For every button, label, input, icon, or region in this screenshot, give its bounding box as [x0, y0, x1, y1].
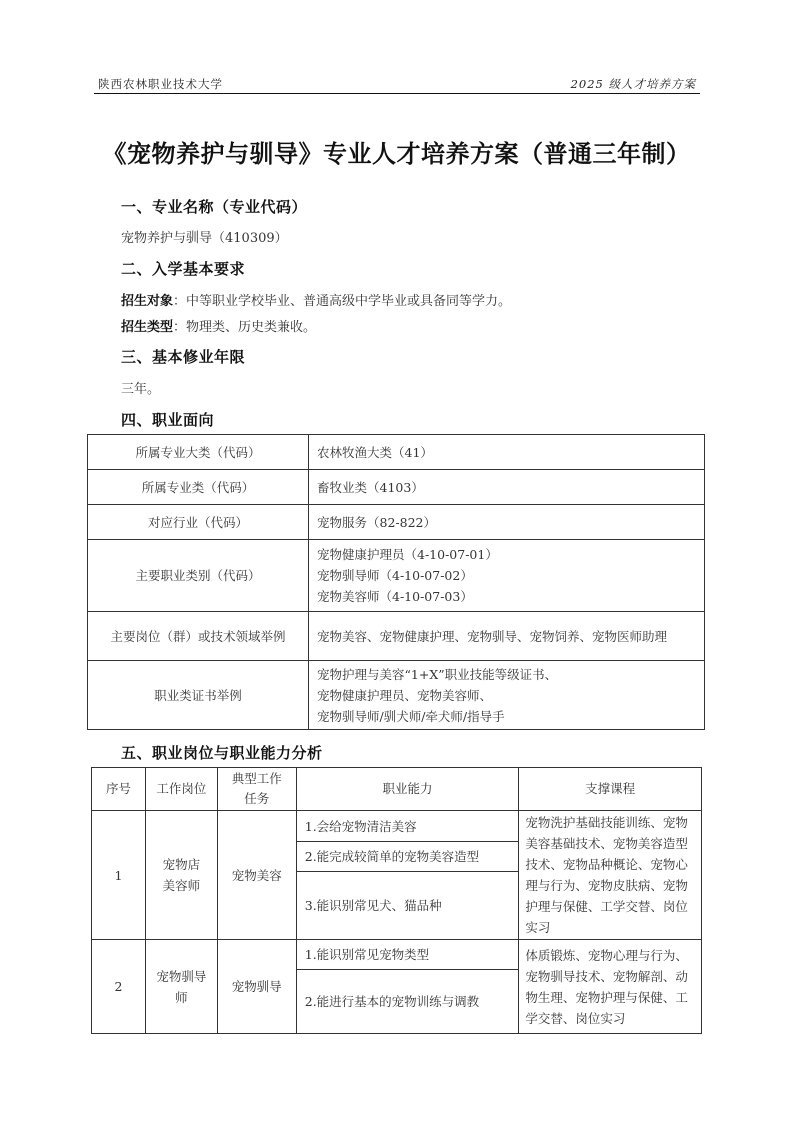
row-value: 畜牧业类（4103） — [309, 470, 705, 505]
row-value: 农林牧渔大类（41） — [309, 435, 705, 470]
table-row — [88, 505, 705, 540]
admission-target-label: 招生对象 — [121, 294, 174, 309]
row-no: 2 — [92, 940, 146, 1034]
row-value: 宠物服务（82-822） — [309, 505, 705, 540]
row-key: 所属专业类（代码） — [88, 470, 309, 505]
row-task: 宠物美容 — [217, 811, 296, 940]
row-courses: 宠物洗护基础技能训练、宠物美容基础技术、宠物美容造型技术、宠物品种概论、宠物心理与行为、宠物皮肤病、宠物护理与保健、工学交替、岗位实习 — [519, 811, 702, 940]
section-heading-admission: 二、入学基本要求 — [121, 260, 246, 278]
row-ability: 2.能完成较简单的宠物美容造型 — [296, 842, 519, 872]
page-title: 《宠物养护与驯导》专业人才培养方案（普通三年制） — [102, 140, 691, 168]
row-post: 宠物驯导师 — [145, 940, 217, 1034]
major-name-text: 宠物养护与驯导（410309） — [121, 231, 288, 246]
row-ability: 2.能进行基本的宠物训练与调教 — [296, 970, 519, 1034]
admission-type-label: 招生类型 — [121, 320, 174, 335]
table-row — [92, 940, 702, 970]
section-heading-duration: 三、基本修业年限 — [121, 348, 246, 366]
section-heading-career-orientation: 四、职业面向 — [121, 411, 215, 429]
header-no: 序号 — [92, 768, 146, 811]
career-orientation-table — [87, 434, 705, 730]
row-value: 宠物美容、宠物健康护理、宠物驯导、宠物饲养、宠物医师助理 — [309, 612, 705, 661]
row-key: 主要职业类别（代码） — [88, 540, 309, 612]
row-value: 宠物护理与美容“1+X”职业技能等级证书、 宠物健康护理员、宠物美容师、 宠物驯导师/驯犬师/牵犬师/指导手 — [309, 661, 705, 730]
row-value: 宠物健康护理员（4-10-07-01） 宠物驯导师（4-10-07-02） 宠物美容师（4-10-07-03） — [309, 540, 705, 612]
row-ability: 1.能识别常见宠物类型 — [296, 940, 519, 970]
table-row — [92, 811, 702, 842]
admission-type: 招生类型：物理类、历史类兼收。 — [121, 320, 317, 335]
table-row — [88, 661, 705, 730]
admission-type-text: 物理类、历史类兼收。 — [186, 320, 317, 335]
table-row — [88, 435, 705, 470]
duration-text: 三年。 — [121, 382, 161, 397]
table-row — [88, 470, 705, 505]
admission-target-text: 中等职业学校毕业、普通高级中学毕业或具备同等学力。 — [186, 294, 512, 309]
row-post: 宠物店美容师 — [145, 811, 217, 940]
admission-target: 招生对象：中等职业学校毕业、普通高级中学毕业或具备同等学力。 — [121, 294, 512, 309]
ability-analysis-table — [91, 767, 702, 1034]
header-courses: 支撑课程 — [519, 768, 702, 811]
school-name: 陕西农林职业技术大学 — [98, 77, 223, 91]
row-no: 1 — [92, 811, 146, 940]
header-post: 工作岗位 — [145, 768, 217, 811]
table-row — [88, 612, 705, 661]
table-header-row — [92, 768, 702, 811]
table-row — [88, 540, 705, 612]
row-key: 职业类证书举例 — [88, 661, 309, 730]
row-ability: 3.能识别常见犬、猫品种 — [296, 872, 519, 940]
row-task: 宠物驯导 — [217, 940, 296, 1034]
document-label: 2025 级人才培养方案 — [570, 77, 696, 91]
row-key: 所属专业大类（代码） — [88, 435, 309, 470]
header-task: 典型工作任务 — [217, 768, 296, 811]
header-ability: 职业能力 — [296, 768, 519, 811]
section-heading-major-name: 一、专业名称（专业代码） — [121, 198, 308, 216]
row-ability: 1.会给宠物清洁美容 — [296, 811, 519, 842]
section-heading-ability-analysis: 五、职业岗位与职业能力分析 — [121, 744, 323, 762]
row-key: 主要岗位（群）或技术领域举例 — [88, 612, 309, 661]
page-header — [94, 76, 700, 94]
row-courses: 体质锻炼、宠物心理与行为、宠物驯导技术、宠物解剖、动物生理、宠物护理与保健、工学交替、岗位实习 — [519, 940, 702, 1034]
row-key: 对应行业（代码） — [88, 505, 309, 540]
